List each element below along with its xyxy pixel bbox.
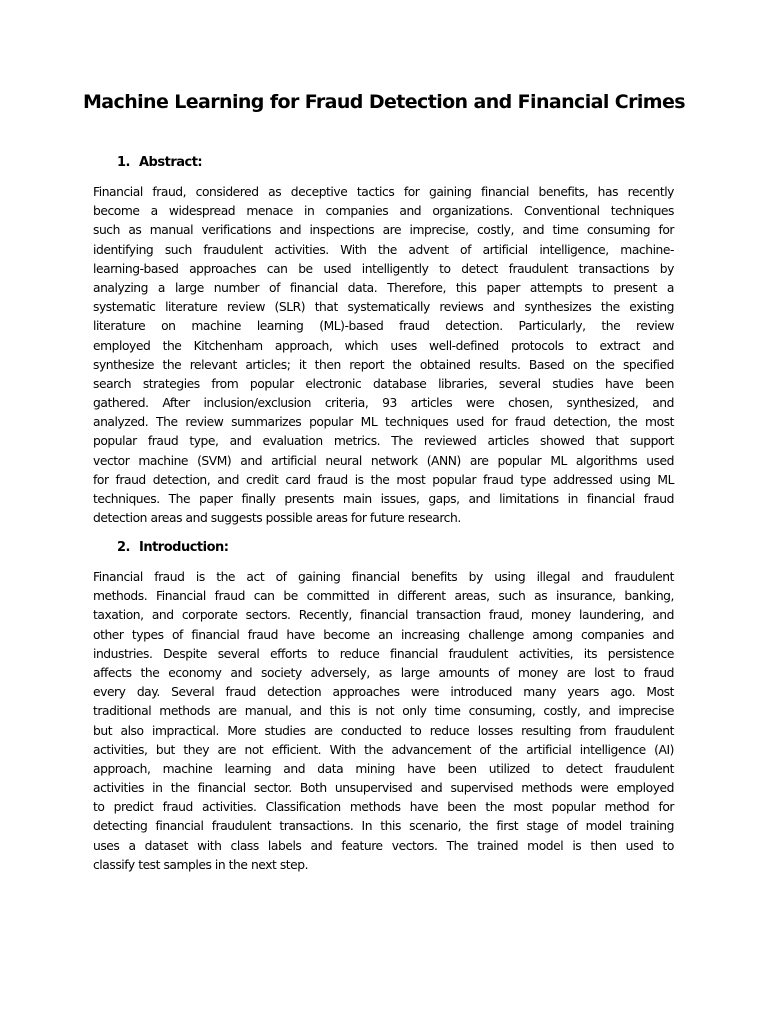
paragraph-line: industries. Despite several efforts to reduce financial fraudulent activities, its persistence xyxy=(93,646,674,661)
paragraph-line: traditional methods are manual, and this is not only time consuming, costly, and imprecise xyxy=(93,704,674,719)
paragraph-line: search strategies from popular electronic database libraries, several studies have been xyxy=(93,376,674,391)
paragraph-line: become a widespread menace in companies and organizations. Conventional techniques xyxy=(93,204,674,219)
paragraph-line: analyzed. The review summarizes popular ML techniques used for fraud detection, the most xyxy=(93,415,674,430)
paragraph-line: such as manual verifications and inspections are imprecise, costly, and time consuming for xyxy=(93,223,674,238)
paragraph-line: learning-based approaches can be used intelligently to detect fraudulent transactions by xyxy=(93,261,674,276)
paragraph-line: analyzing a large number of financial data. Therefore, this paper attempts to present a xyxy=(93,280,674,295)
abstract-paragraph xyxy=(93,183,674,528)
paragraph-line: systematic literature review (SLR) that systematically reviews and synthesizes the existing xyxy=(93,300,674,315)
paragraph-line: but also impractical. More studies are conducted to reduce losses resulting from fraudulent xyxy=(93,723,674,738)
paragraph-line: taxation, and corporate sectors. Recently, financial transaction fraud, money laundering, and xyxy=(93,608,674,623)
paragraph-line: techniques. The paper finally presents main issues, gaps, and limitations in financial fraud xyxy=(93,492,674,506)
paragraph-line: employed the Kitchenham approach, which uses well-defined protocols to extract and xyxy=(93,338,674,353)
section-title: Introduction: xyxy=(139,540,229,555)
paragraph-line: popular fraud type, and evaluation metrics. The reviewed articles showed that support xyxy=(93,434,674,449)
section-heading-abstract xyxy=(117,153,202,173)
paragraph-line: activities in the financial sector. Both unsupervised and supervised methods were employed xyxy=(93,781,674,796)
paragraph-line: classify test samples in the next step. xyxy=(93,857,309,872)
paragraph-line: affects the economy and society adversely, as large amounts of money are lost to fraud xyxy=(93,665,674,680)
paragraph-line: for fraud detection, and credit card fraud is the most popular fraud type addressed using ML xyxy=(93,472,674,487)
paragraph-line: uses a dataset with class labels and feature vectors. The trained model is then used to xyxy=(93,838,674,853)
section-heading-introduction xyxy=(117,538,228,558)
paragraph-line: activities, but they are not efficient. With the advancement of the artificial intelligence (AI) xyxy=(93,742,674,757)
paragraph-line: Financial fraud is the act of gaining financial benefits by using illegal and fraudulent xyxy=(93,570,674,584)
paragraph-line: other types of financial fraud have become an increasing challenge among companies and xyxy=(93,627,674,642)
paragraph-line: methods. Financial fraud can be committed in different areas, such as insurance, banking, xyxy=(93,589,674,604)
paragraph-line: every day. Several fraud detection approaches were introduced many years ago. Most xyxy=(93,685,674,700)
paragraph-line: identifying such fraudulent activities. With the advent of artificial intelligence, machine- xyxy=(93,242,674,257)
paragraph-line: gathered. After inclusion/exclusion criteria, 93 articles were chosen, synthesized, and xyxy=(93,396,674,411)
paper-title: Machine Learning for Fraud Detection and Financial Crimes xyxy=(83,91,685,113)
paragraph-line: detecting financial fraudulent transactions. In this scenario, the first stage of model training xyxy=(93,819,674,834)
introduction-paragraph xyxy=(93,568,674,875)
paragraph-line: detection areas and suggests possible areas for future research. xyxy=(93,511,461,526)
paragraph-line: synthesize the relevant articles; it then report the obtained results. Based on the specified xyxy=(93,357,674,372)
paragraph-line: to predict fraud activities. Classification methods have been the most popular method for xyxy=(93,800,674,815)
section-number: 1. xyxy=(117,155,130,170)
section-title: Abstract: xyxy=(139,155,203,170)
paragraph-line: vector machine (SVM) and artificial neural network (ANN) are popular ML algorithms used xyxy=(93,453,674,468)
paragraph-line: Financial fraud, considered as deceptive tactics for gaining financial benefits, has recently xyxy=(93,185,674,199)
paragraph-line: literature on machine learning (ML)-based fraud detection. Particularly, the review xyxy=(93,319,674,334)
paragraph-line: approach, machine learning and data mining have been utilized to detect fraudulent xyxy=(93,761,674,776)
section-number: 2. xyxy=(117,540,130,555)
